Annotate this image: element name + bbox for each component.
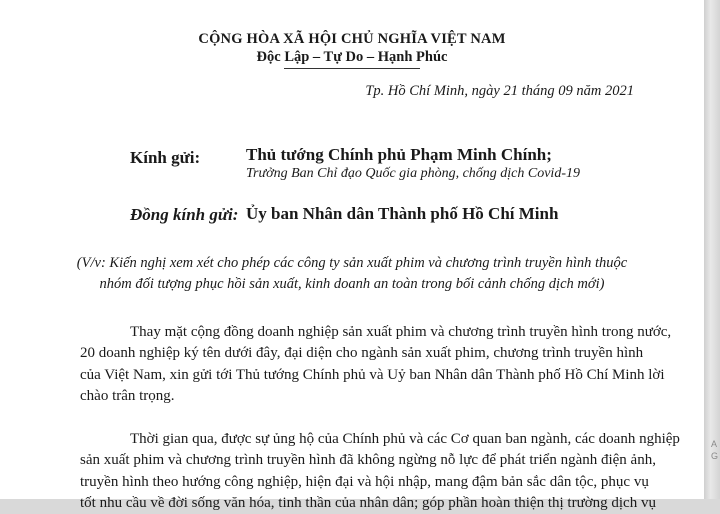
kinh-gui-role: Trưởng Ban Chỉ đạo Quốc gia phòng, chống dịch Covid-19	[246, 166, 580, 181]
dong-kinh-gui-name: Ủy ban Nhân dân Thành phố Hồ Chí Minh	[246, 204, 559, 223]
paragraph-line: Thay mặt cộng đồng doanh nghiệp sản xuất phim và chương trình truyền hình trong nước,	[130, 324, 672, 340]
paragraph-line: 20 doanh nghiệp ký tên dưới đây, đại diện cho ngành sản xuất phim, chương trình truyền hình	[80, 345, 644, 362]
page-edge	[704, 0, 720, 499]
dong-kinh-gui-label: Đồng kính gửi:	[130, 205, 239, 224]
subject-line: (V/v: Kiến nghị xem xét cho phép các công ty sản xuất phim và chương trình truyền hình thuộc	[76, 255, 628, 271]
paragraph-line: chào trân trọng.	[80, 387, 175, 404]
paragraph-line: của Việt Nam, xin gửi tới Thủ tướng Chính phủ và Uỷ ban Nhân dân Thành phố Hồ Chí Minh lời	[80, 366, 665, 383]
paragraph-line: Thời gian qua, được sự ủng hộ của Chính phủ và các Cơ quan ban ngành, các doanh nghiệp	[130, 431, 680, 447]
body-paragraph-1	[80, 322, 670, 407]
paragraph-line: sản xuất phim và chương trình truyền hình đã không ngừng nỗ lực để phát triển ngành điện ảnh,	[80, 452, 656, 469]
body-paragraph-2	[80, 429, 680, 514]
subject-line: nhóm đối tượng phục hồi sản xuất, kinh doanh an toàn trong bối cảnh chống dịch mới)	[99, 276, 605, 292]
kinh-gui-label: Kính gửi:	[130, 148, 201, 167]
paragraph-line: tốt nhu cầu về đời sống văn hóa, tinh thần của nhân dân; góp phần hoàn thiện thị trường dịch vụ	[80, 494, 656, 511]
place-date: Tp. Hồ Chí Minh, ngày 21 tháng 09 năm 2021	[365, 83, 634, 99]
edge-mark: A G	[710, 439, 718, 461]
paragraph-line: truyền hình theo hướng công nghiệp, hiện đại và hội nhập, mang đậm bản sắc dân tộc, phục vụ	[80, 473, 649, 490]
motto-heading: Độc Lập – Tự Do – Hạnh Phúc	[256, 49, 448, 65]
subject	[0, 253, 704, 295]
nation-heading: CỘNG HÒA XÃ HỘI CHỦ NGHĨA VIỆT NAM	[198, 31, 506, 47]
kinh-gui-name: Thủ tướng Chính phủ Phạm Minh Chính;	[246, 145, 552, 164]
motto-underline	[284, 68, 420, 69]
